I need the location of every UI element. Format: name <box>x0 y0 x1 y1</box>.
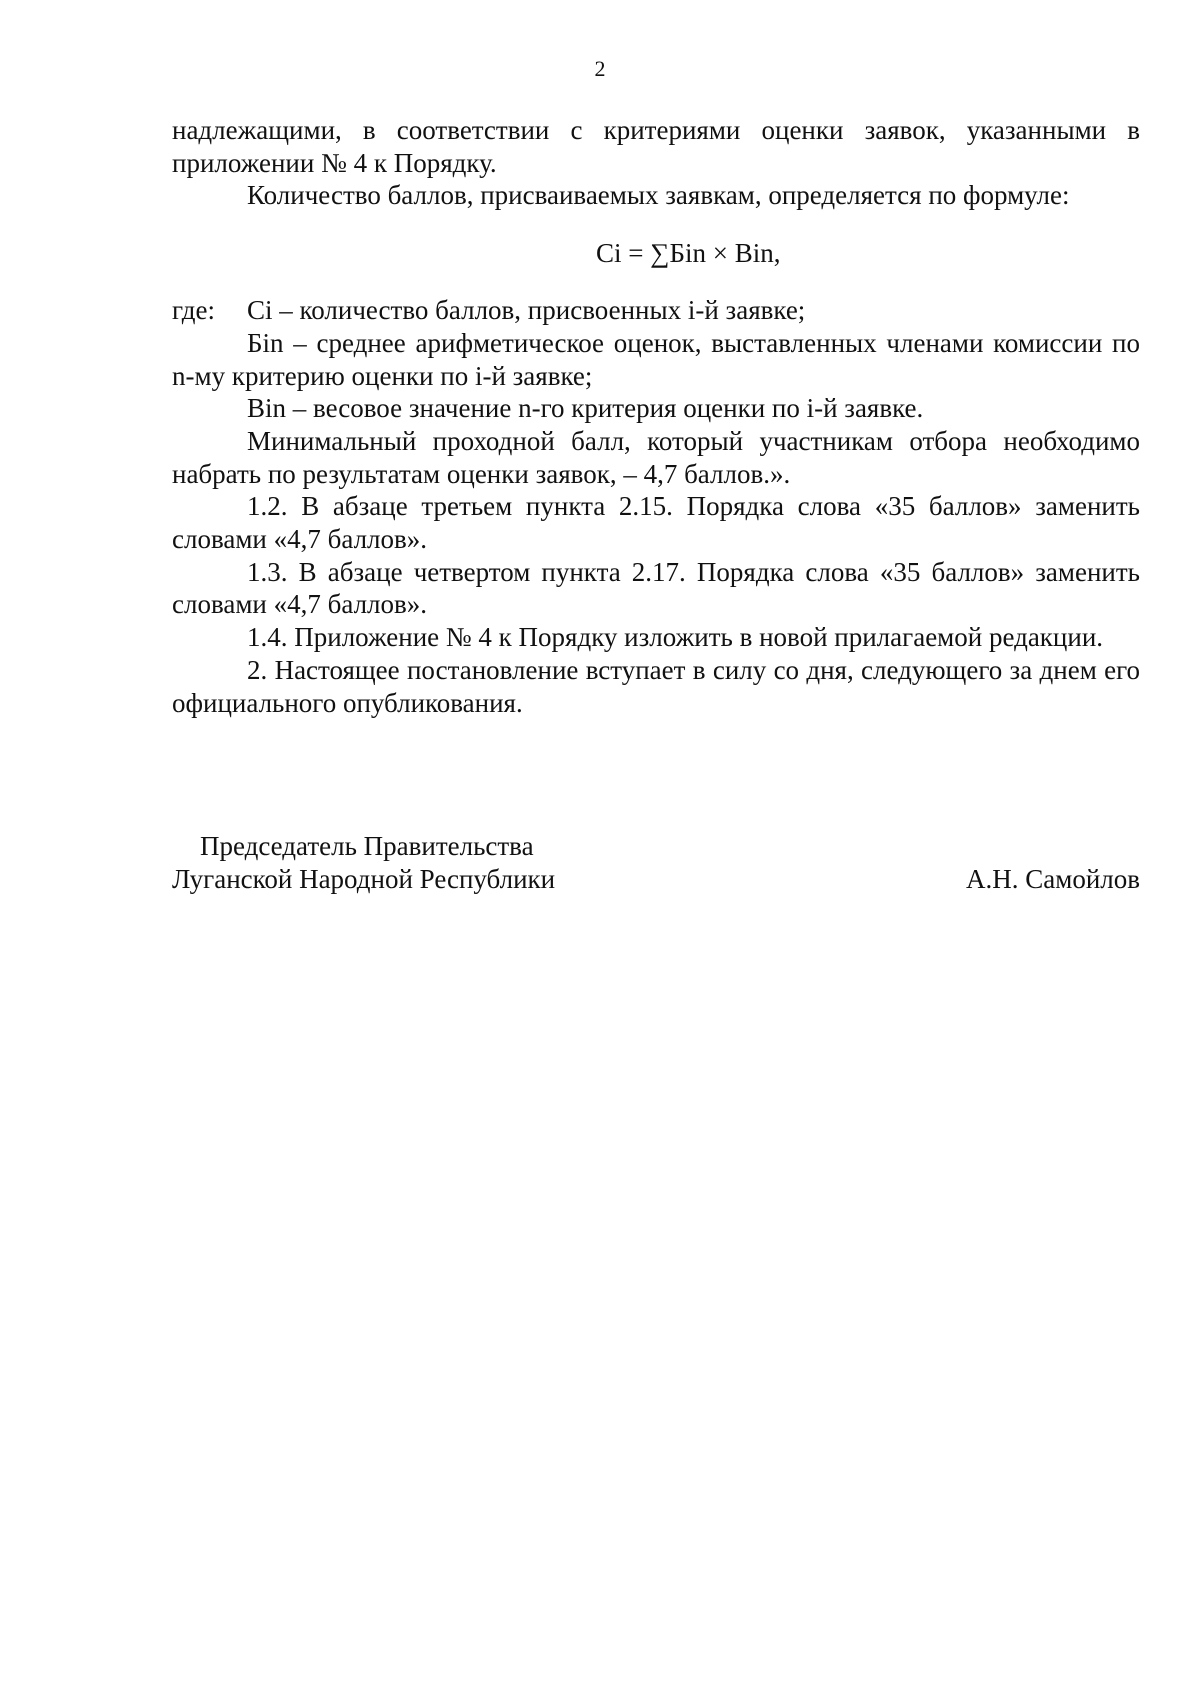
paragraph-minimum-score: Минимальный проходной балл, который участникам отбора необходимо набрать по результатам оценки заявок, – 4,7 баллов.». <box>172 425 1140 489</box>
signature-block <box>172 830 1140 895</box>
signatory-name: А.Н. Самойлов <box>966 863 1140 894</box>
definition-bin-weight: Bin – весовое значение n-го критерия оценки по i-й заявке. <box>247 393 924 424</box>
signatory-title-line1: Председатель Правительства <box>200 831 534 861</box>
paragraph-continuation: надлежащими, в соответствии с критериями оценки заявок, указанными в приложении № 4 к Порядку. <box>172 115 1140 178</box>
paragraph-item-1-3: 1.3. В абзаце четвертом пункта 2.17. Порядка слова «35 баллов» заменить словами «4,7 баллов». <box>172 556 1140 620</box>
definitions-first-row <box>172 294 1140 327</box>
signature-row <box>172 863 1140 896</box>
paragraph-item-2: 2. Настоящее постановление вступает в силу со дня, следующего за днем его официального опубликования. <box>172 654 1140 718</box>
page-number: 2 <box>594 56 606 81</box>
document-body <box>172 114 1140 719</box>
paragraph-formula-intro: Количество баллов, присваиваемых заявкам, определяется по формуле: <box>247 180 1070 211</box>
paragraph-item-1-4: 1.4. Приложение № 4 к Порядку изложить в новой прилагаемой редакции. <box>247 622 1104 653</box>
paragraph-item-1-2: 1.2. В абзаце третьем пункта 2.15. Порядка слова «35 баллов» заменить словами «4,7 баллов». <box>172 491 1140 555</box>
definition-bin-average: Бin – среднее арифметическое оценок, выставленных членами комиссии по n-му критерию оценки по i-й заявке; <box>172 327 1140 391</box>
definitions-label: где: <box>172 295 215 326</box>
formula: Ci = ∑Бin × Bin, <box>596 238 781 269</box>
definition-ci: Ci – количество баллов, присвоенных i-й заявке; <box>247 295 806 326</box>
signatory-title-line2: Луганской Народной Республики <box>172 863 556 894</box>
